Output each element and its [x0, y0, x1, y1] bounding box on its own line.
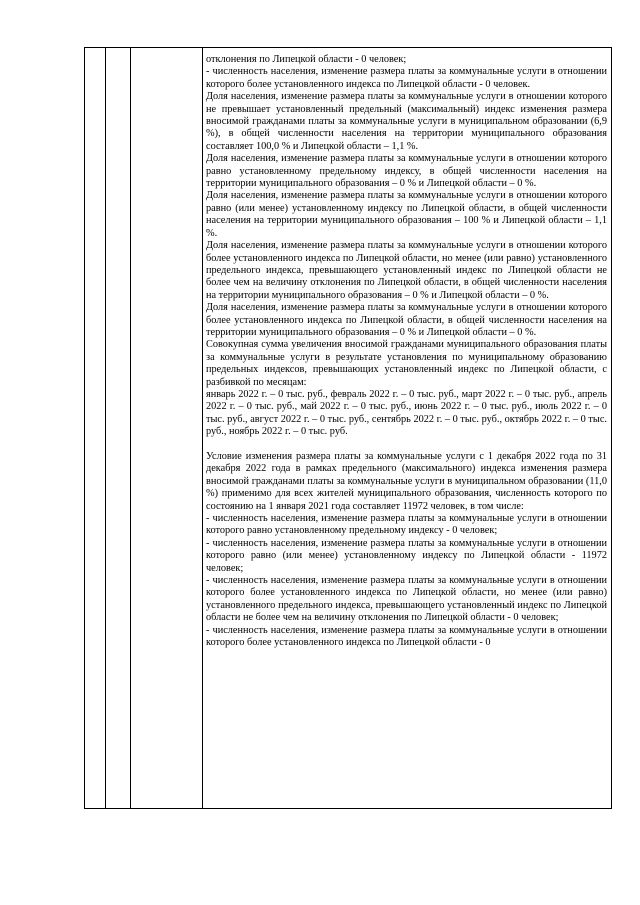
paragraph: Условие изменения размера платы за коммунальные услуги с 1 декабря 2022 года по 31 декабря 2022 года в рамках предельного (максимального) индекса изменения размера вносимой гражданами платы за коммунальные услуги в муниципальном образовании (11,0 %) применимо для всех жителей муниципального образования, численность которого по состоянию на 1 января 2021 года составляет 11972 человек, в том числе:: [206, 450, 607, 512]
paragraph: Доля населения, изменение размера платы за коммунальные услуги в отношении которого более установленного индекса по Липецкой области, в общей численности населения на территории муниципального образования – 0 % и Липецкой области – 0 %.: [206, 302, 607, 338]
paragraph: Доля населения, изменение размера платы за коммунальные услуги в отношении которого равно (или менее) установленному индексу по Липецкой области, в общей численности населения на территории муниципального образования – 100 % и Липецкой области – 1,1 %.: [206, 190, 607, 239]
paragraph: - численность населения, изменение размера платы за коммунальные услуги в отношении которого более установленного индекса по Липецкой области - 0 человек.: [206, 66, 607, 90]
paragraph: - численность населения, изменение размера платы за коммунальные услуги в отношении которого равно (или менее) установленному индексу по Липецкой области - 11972 человек;: [206, 537, 607, 574]
paragraph: Совокупная сумма увеличения вносимой гражданами муниципального образования платы за коммунальные услуги в результате установления по муниципальному образованию предельных индексов, превышающих установленный индекс по Липецкой области, с разбивкой по месяцам:: [206, 339, 607, 388]
paragraph: - численность населения, изменение размера платы за коммунальные услуги в отношении которого более установленного индекса по Липецкой области, но менее (или равно) установленного предельного индекса, превышающего установленный индекс по Липецкой области не более чем на величину отклонения по Липецкой области - 0 человек;: [206, 575, 607, 624]
paragraph: Доля населения, изменение размера платы за коммунальные услуги в отношении которого равно установленному предельному индексу, в общей численности населения на территории муниципального образования – 0 % и Липецкой области – 0 %.: [206, 153, 607, 190]
column-divider: [105, 48, 106, 808]
column-divider: [202, 48, 203, 808]
document-table: [84, 47, 612, 809]
paragraph: - численность населения, изменение размера платы за коммунальные услуги в отношении которого равно установленному предельному индексу - 0 человек;: [206, 513, 607, 537]
paragraph: Доля населения, изменение размера платы за коммунальные услуги в отношении которого более установленного индекса по Липецкой области, но менее (или равно) установленного предельного индекса, превышающего установленный индекс по Липецкой области не более чем на величину отклонения по Липецкой области, в общей численности населения на территории муниципального образования – 0 % и Липецкой области – 0 %.: [206, 240, 607, 301]
paragraph: Доля населения, изменение размера платы за коммунальные услуги в отношении которого не превышает установленный предельный (максимальный) индекс изменения размера вносимой гражданами платы за коммунальные услуги в муниципальном образовании (6,9 %), в общей численности населения на территории муниципального образования составляет 100,0 % и Липецкой области – 1,1 %.: [206, 91, 607, 152]
paragraph: январь 2022 г. – 0 тыс. руб., февраль 2022 г. – 0 тыс. руб., март 2022 г. – 0 тыс. руб., апрель 2022 г. – 0 тыс. руб., май 2022 г. – 0 тыс. руб., июнь 2022 г. – 0 тыс. руб., июль 2022 г. – 0 тыс. руб., август 2022 г. – 0 тыс. руб., сентябрь 2022 г. – 0 тыс. руб., октябрь 2022 г. – 0 тыс. руб., ноябрь 2022 г. – 0 тыс. руб.: [206, 388, 607, 438]
paragraph: - численность населения, изменение размера платы за коммунальные услуги в отношении которого более установленного индекса по Липецкой области - 0: [206, 624, 607, 649]
table-cell-content: [206, 54, 607, 649]
paragraph: отклонения по Липецкой области - 0 человек;: [206, 54, 407, 65]
column-divider: [130, 48, 131, 808]
